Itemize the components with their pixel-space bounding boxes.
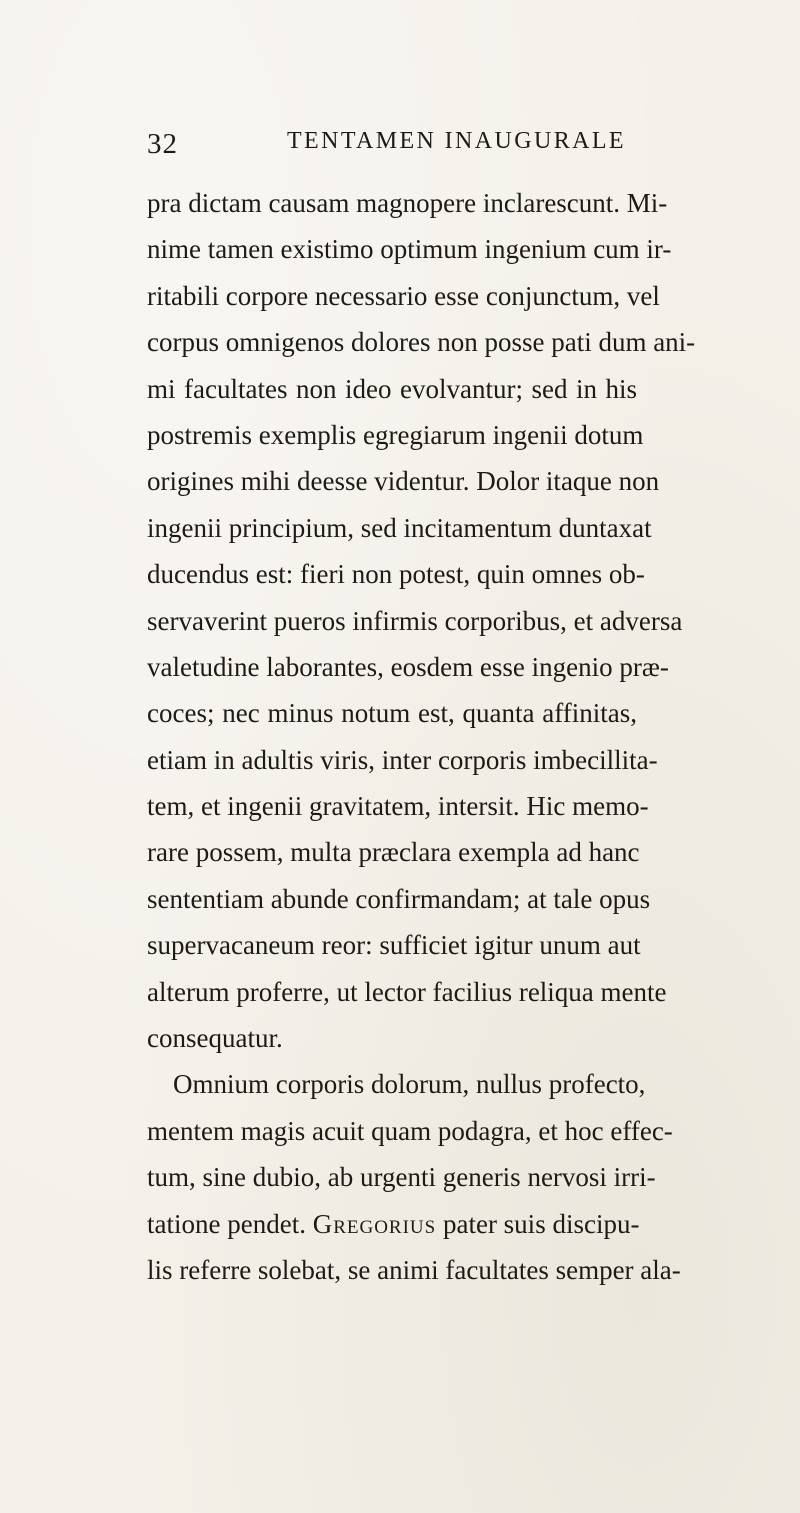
line-start: tatione pendet.: [147, 1208, 306, 1239]
body-text: [147, 180, 696, 1293]
paragraph-end-line: consequatur.: [147, 1023, 283, 1054]
text-line-with-name: [147, 1201, 640, 1247]
text-line: nime tamen existimo optimum ingenium cum ir-: [147, 234, 672, 265]
text-line: servaverint pueros infirmis corporibus, et adversa: [147, 605, 683, 636]
text-line: postremis exemplis egregiarum ingenii dotum: [147, 419, 644, 450]
text-line: valetudine laborantes, eosdem esse ingenio præ-: [147, 651, 669, 682]
text-line: mi facultates non ideo evolvantur; sed in his: [147, 373, 637, 404]
text-line: coces; nec minus notum est, quanta affinitas,: [147, 698, 637, 729]
text-line: supervacaneum reor: sufficiet igitur unum aut: [147, 930, 641, 961]
text-line: rare possem, multa præclara exempla ad hanc: [147, 837, 640, 868]
page-header: [147, 128, 627, 168]
running-title: TENTAMEN INAUGURALE: [287, 128, 626, 154]
line-end: pater suis discipu-: [442, 1208, 640, 1239]
text-line: lis referre solebat, se animi facultates semper ala-: [147, 1254, 681, 1285]
text-line: mentem magis acuit quam podagra, et hoc effec-: [147, 1115, 673, 1146]
text-line: ritabili corpore necessario esse conjunctum, vel: [147, 280, 660, 311]
page-number: 32: [147, 128, 178, 160]
text-line: ingenii principium, sed incitamentum duntaxat: [147, 512, 652, 543]
author-name: Gregorius: [312, 1208, 437, 1239]
text-line: alterum proferre, ut lector facilius reliqua mente: [147, 976, 667, 1007]
text-line: etiam in adultis viris, inter corporis imbecillita-: [147, 744, 658, 775]
text-line: ducendus est: fieri non potest, quin omnes ob-: [147, 559, 645, 590]
text-line: corpus omnigenos dolores non posse pati dum ani-: [147, 327, 696, 358]
text-line: origines mihi deesse videntur. Dolor itaque non: [147, 466, 660, 497]
text-line: pra dictam causam magnopere inclarescunt. Mi-: [147, 188, 668, 218]
text-line: tem, et ingenii gravitatem, intersit. Hic memo-: [147, 791, 649, 822]
text-line: tum, sine dubio, ab urgenti generis nervosi irri-: [147, 1162, 656, 1193]
paragraph-start-line: Omnium corporis dolorum, nullus profecto,: [173, 1069, 646, 1100]
text-line: sententiam abunde confirmandam; at tale opus: [147, 883, 651, 914]
